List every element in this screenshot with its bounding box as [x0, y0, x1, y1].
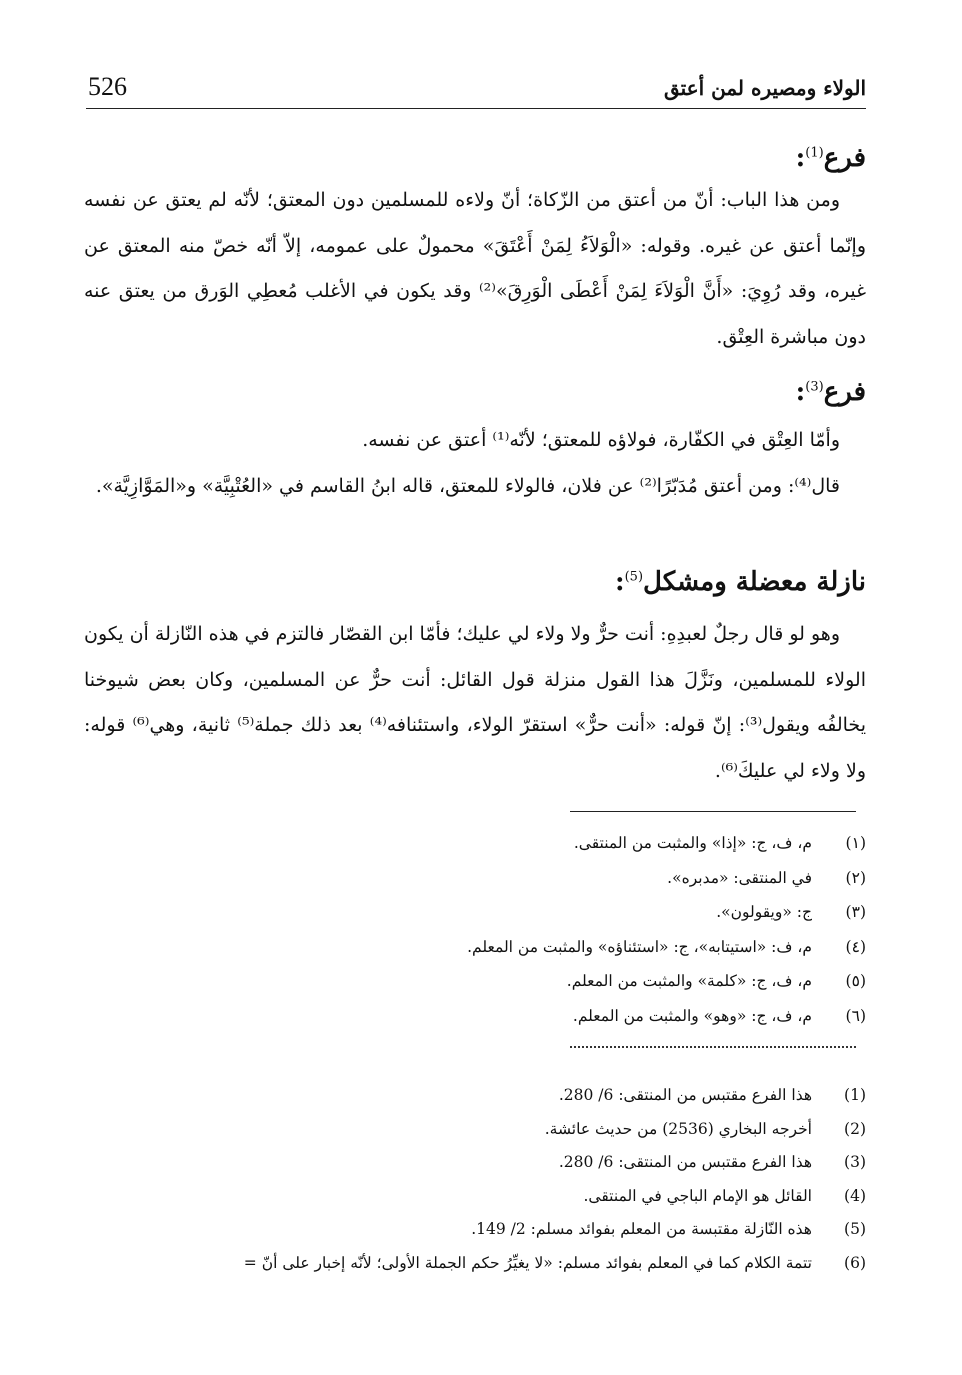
- paragraph: وأمّا العِتْق في الكفّارة، فولاؤه للمعتق؛ لأنّه⁽¹⁾ أعتق عن نفسه.: [362, 429, 840, 451]
- footnote: (٣) ج: «ويقولون».: [716, 903, 866, 921]
- footnote-rule: [570, 811, 856, 812]
- section-heading: فرع$^{(3)}$:: [795, 377, 866, 407]
- section-3-body: [84, 612, 866, 794]
- footnote: (2) أخرجه البخاري (2536) من حديث عائشة.: [544, 1119, 866, 1138]
- footnote-dotted-separator: [570, 1046, 856, 1048]
- section-3: [84, 562, 866, 602]
- footnote: (١) م، ف، ج: «إذا» والمثبت من المنتقى.: [573, 834, 866, 852]
- heading-footnote-mark: (1): [805, 145, 824, 161]
- section-2-body: [84, 418, 866, 509]
- footnote: (4) القائل هو الإمام الباجي في المنتقى.: [583, 1186, 866, 1205]
- section-heading: فرع$^{(1)}$:: [795, 143, 866, 173]
- header-rule: [86, 108, 866, 109]
- footnote: (٤) م، ف: «استيتابه»، ج: «استئناؤه» والمثبت من المعلم.: [467, 937, 866, 956]
- manuscript-footnotes: [60, 826, 866, 1033]
- paragraph: قال⁽⁴⁾: ومن أعتق مُدَبّرًا⁽²⁾ عن فلان، فالولاء للمعتق، قاله ابنُ القاسم في «العُتْبِيَّة» و«المَوَّازِيَّة».: [95, 474, 840, 497]
- footnote: (3) هذا الفرع مقتبس من المنتقى: 6/ 280.: [558, 1153, 866, 1171]
- heading-footnote-mark: (5): [624, 569, 644, 585]
- paragraph: ومن هذا الباب: أنّ من أعتق من الزّكاة؛ أنّ ولاءه للمسلمين دون المعتق؛ لأنّه لم يعتق عن نفسه وإنّما أعتق عن غيره. وقوله: «الْوَلاَءُ لِمَنْ أَعْتَقَ» محمولٌ على عمومه، إلاّ أنّه خصّ منه المعتق عن غيره، وقد رُوِيَ: «أَنَّ الْوَلاَءَ لِمَنْ أَعْطَى الْوَرِقَ»⁽²⁾ وقد يكون في الأغلب مُعطِي الوَرق من يعتق عنه دون مباشرة العِتْق.: [84, 189, 867, 348]
- running-title: الولاء ومصيره لمن أعتق: [663, 76, 866, 100]
- editor-footnotes: [60, 1079, 866, 1280]
- paragraph: وهو لو قال رجلٌ لعبدِهِ: أنت حرٌّ ولا ولاء لي عليك؛ فأمّا ابن القصّار فالتزم في هذه النّازلة أن يكون الولاء للمسلمين، ونَزَّلَ هذا القول منزلة قول القائل: أنت حرٌّ عن المسلمين، وكان بعض شيوخنا يخالفُه ويقول⁽³⁾: إنّ قوله: «أنت حرٌّ» استقرّ الولاء، واستئنافه⁽⁴⁾ بعد ذلك جملة⁽⁵⁾ ثانية، وهي⁽⁶⁾ قوله: ولا ولاء لي عليكَ⁽⁶⁾.: [84, 623, 866, 782]
- page-number: 526: [88, 72, 127, 101]
- footnote: (٢) في المنتقى: «مدبره».: [667, 868, 866, 887]
- footnote: (1) هذا الفرع مقتبس من المنتقى: 6/ 280.: [558, 1086, 866, 1104]
- heading-footnote-mark: (3): [805, 379, 824, 395]
- footnote: (6) تتمة الكلام كما في المعلم بفوائد مسلم: «لا يغيِّرُ حكم الجملة الأولى؛ لأنّه إخبار على أنّ =: [243, 1253, 866, 1272]
- section-heading: نازلة معضلة ومشكل$^{(5)}$:: [614, 567, 866, 597]
- footnote: (٦) م، ف، ج: «وهو» والمثبت من المعلم.: [572, 1006, 866, 1025]
- section-1-body: [84, 178, 866, 360]
- footnote: (٥) م، ف، ج: «كلمة» والمثبت من المعلم.: [566, 972, 866, 990]
- section-2: [84, 372, 866, 412]
- section-1: [84, 138, 866, 178]
- footnote: (5) هذه النّازلة مقتبسة من المعلم بفوائد مسلم: 2/ 149.: [471, 1220, 866, 1238]
